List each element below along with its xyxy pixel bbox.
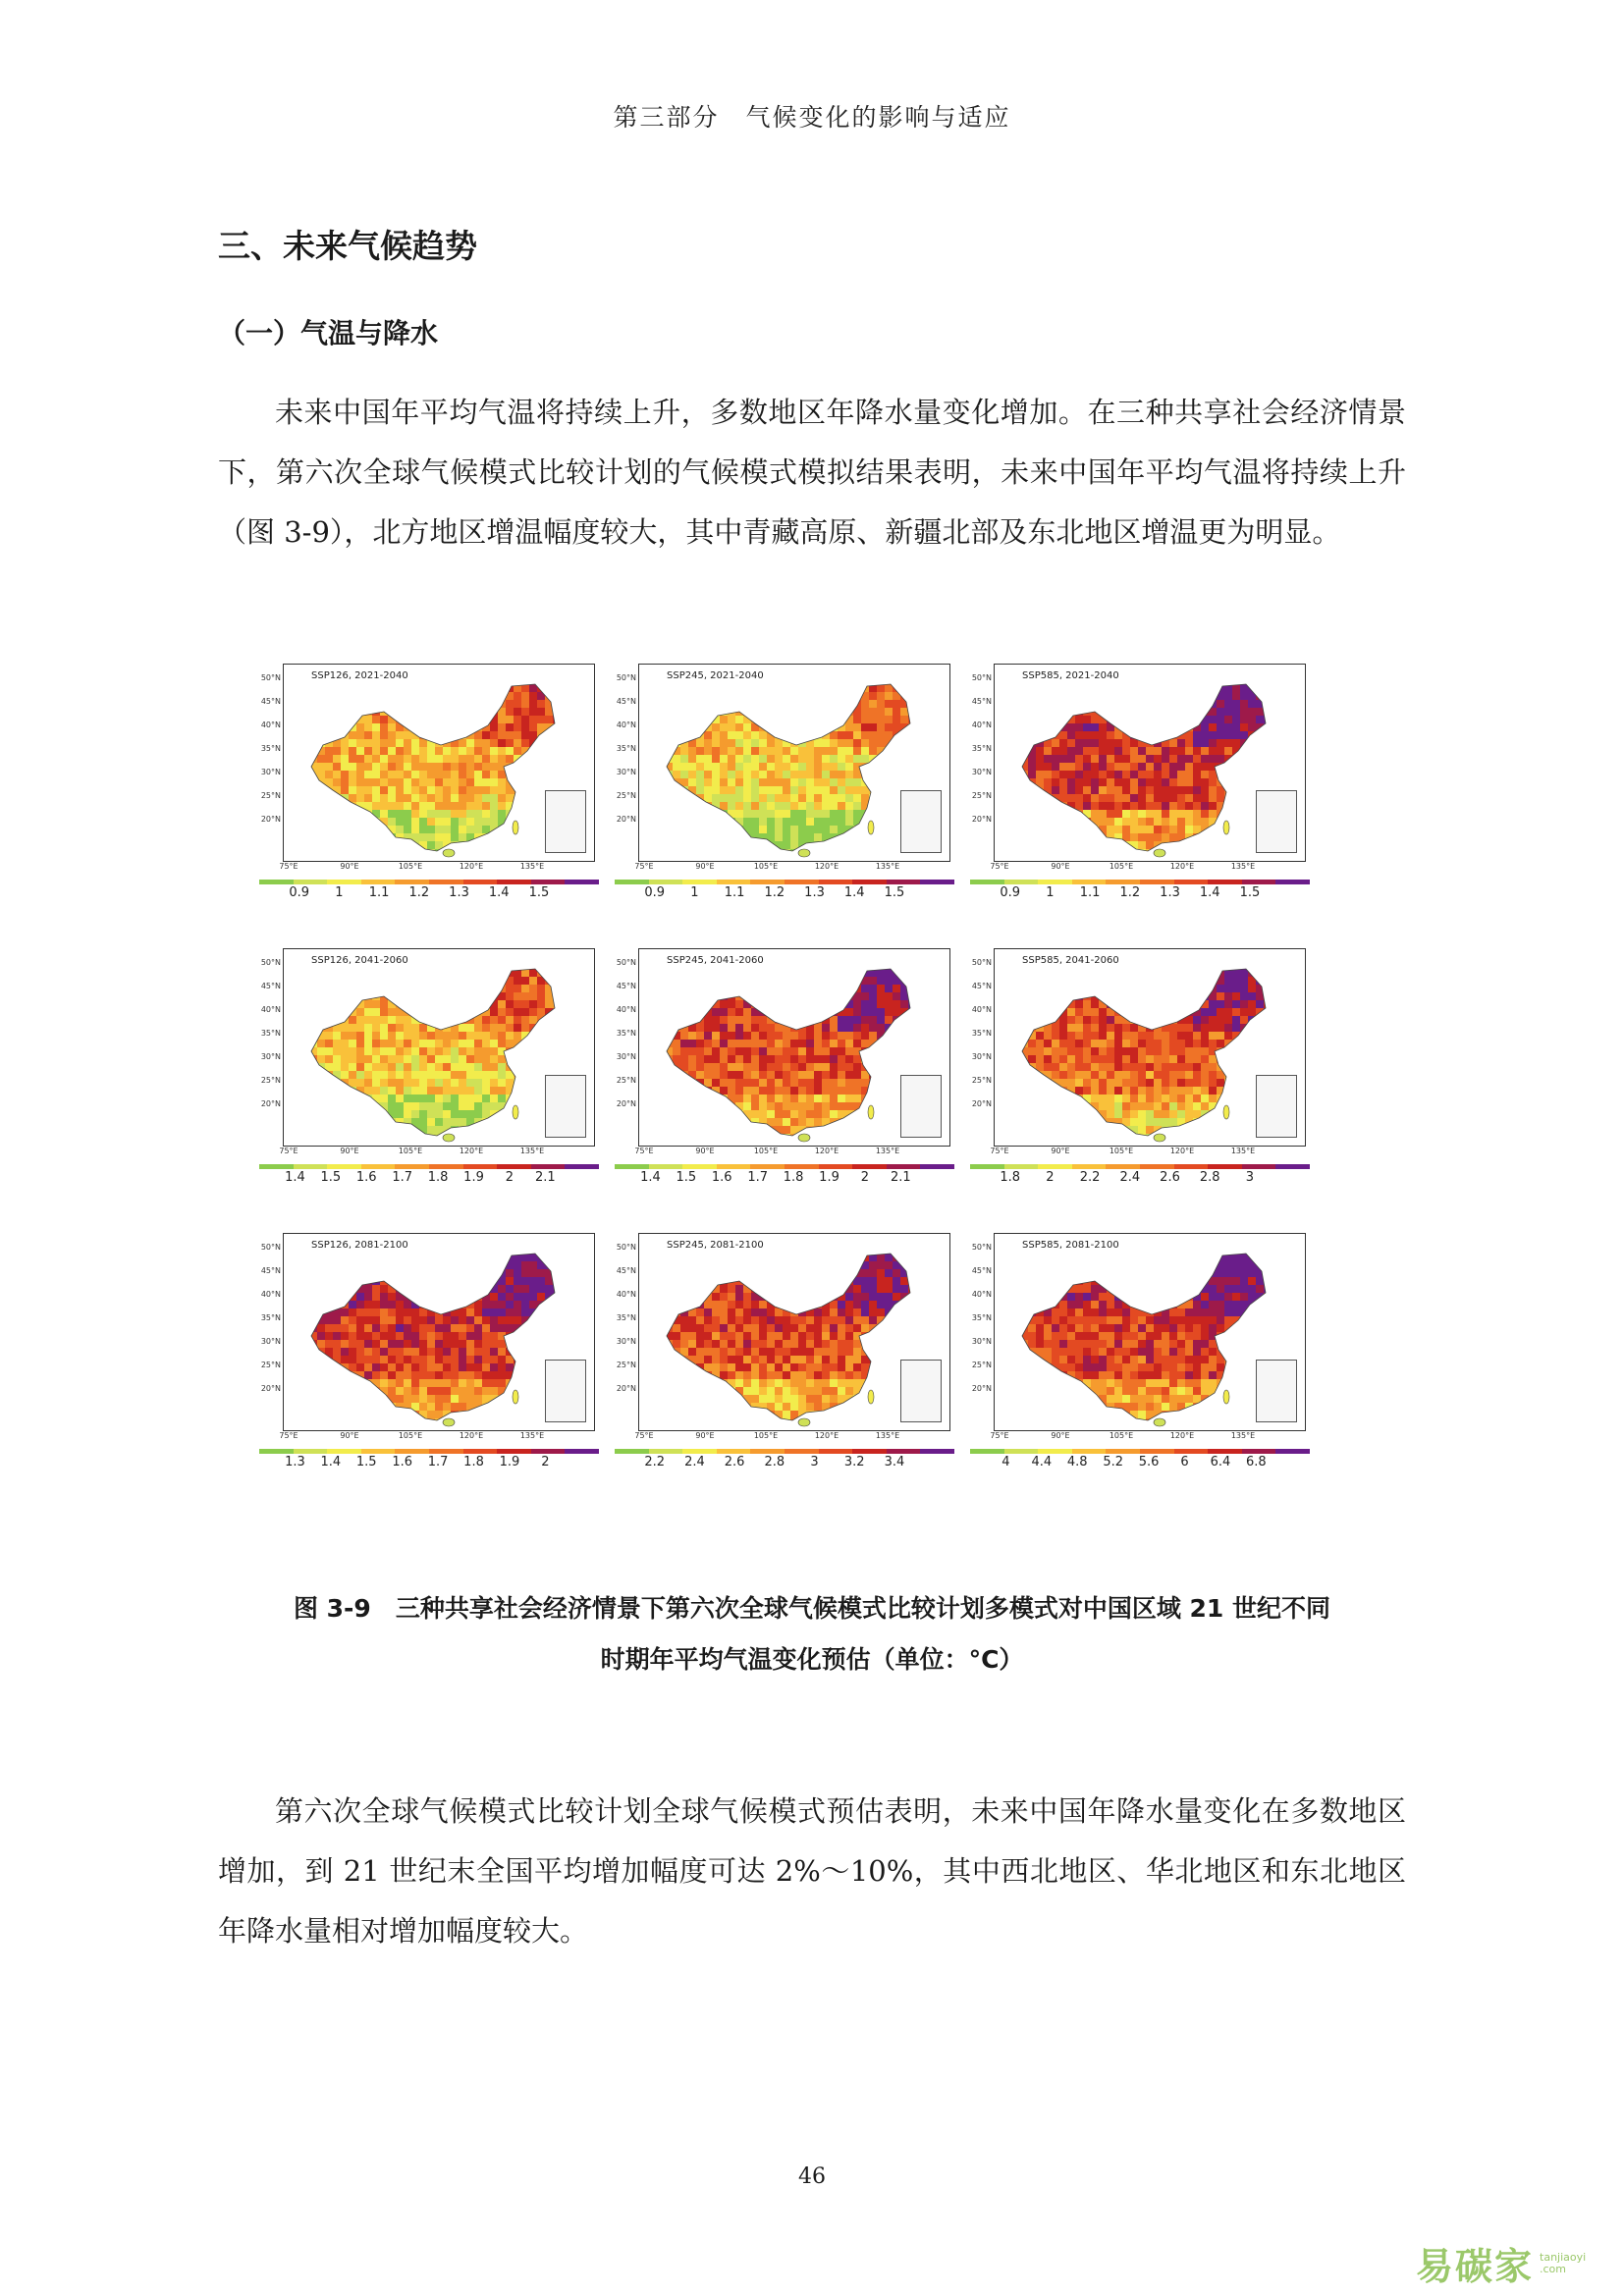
longitude-tick: 135°E: [519, 1431, 545, 1440]
scenario-label: SSP245, 2021-2040: [667, 670, 764, 681]
legend-tick-label: 2.6: [1160, 1170, 1180, 1185]
legend-tick-label: 2.1: [891, 1170, 911, 1185]
scenario-label: SSP126, 2041-2060: [311, 955, 408, 966]
south-china-sea-inset: [1256, 1075, 1297, 1138]
legend-tick-label: 1.4: [1199, 885, 1220, 900]
legend-tick-label: 1.5: [676, 1170, 697, 1185]
latitude-tick: 30°N: [616, 1337, 636, 1346]
latitude-tick: 45°N: [971, 982, 992, 990]
latitude-tick: 25°N: [616, 1361, 636, 1369]
map-panel: [615, 660, 954, 901]
longitude-tick: 120°E: [459, 1431, 484, 1440]
legend-tick-label: 1.7: [747, 1170, 769, 1185]
legend-tick-label: 2.1: [535, 1170, 556, 1185]
legend-color-bar: [970, 880, 1310, 884]
latitude-tick: 40°N: [616, 1005, 636, 1014]
longitude-tick: 90°E: [1051, 862, 1070, 871]
map-panel: [259, 944, 599, 1186]
south-china-sea-inset: [900, 1075, 942, 1138]
latitude-tick: 40°N: [616, 1290, 636, 1299]
map-panel: [259, 660, 599, 901]
legend-tick-label: 1.5: [320, 1170, 342, 1185]
map-panel: [259, 1229, 599, 1470]
page-number: 46: [798, 2164, 826, 2189]
legend-tick-label: 0.9: [1000, 885, 1021, 900]
watermark-domain: tanjiaoyi .com: [1540, 2250, 1587, 2275]
longitude-tick: 105°E: [753, 1147, 779, 1155]
caption-line-2: 时期年平均气温变化预估（单位：°C）: [600, 1645, 1024, 1674]
legend-color-bar: [615, 1164, 954, 1169]
longitude-tick: 120°E: [814, 862, 839, 871]
latitude-tick: 25°N: [260, 1361, 281, 1369]
latitude-tick: 50°N: [971, 673, 992, 682]
paragraph-precipitation: 第六次全球气候模式比较计划全球气候模式预估表明，未来中国年降水量变化在多数地区增加，到 21 世纪末全国平均增加幅度可达 2%～10%，其中西北地区、华北地区和东北地区年降水量相对增加幅度较大。: [218, 1794, 1406, 1948]
caption-line-1: 图 3-9 三种共享社会经济情景下第六次全球气候模式比较计划多模式对中国区域 21 世纪不同: [293, 1594, 1331, 1623]
latitude-tick: 25°N: [616, 1076, 636, 1085]
legend-tick-label: 2.4: [684, 1455, 705, 1469]
longitude-tick: 120°E: [814, 1147, 839, 1155]
latitude-tick: 30°N: [260, 1337, 281, 1346]
latitude-tick: 30°N: [971, 768, 992, 776]
color-legend: [259, 1449, 599, 1474]
legend-tick-label: 1.7: [427, 1455, 449, 1469]
latitude-tick: 35°N: [971, 1313, 992, 1322]
longitude-tick: 90°E: [340, 1147, 359, 1155]
latitude-tick: 45°N: [971, 697, 992, 706]
longitude-tick: 75°E: [279, 1147, 298, 1155]
map-frame: [994, 1233, 1306, 1431]
legend-tick-label: 1.6: [711, 1170, 732, 1185]
longitude-tick: 90°E: [695, 862, 715, 871]
color-legend: [970, 1449, 1310, 1474]
longitude-tick: 105°E: [398, 1147, 423, 1155]
watermark-logo: [1416, 2236, 1586, 2290]
legend-tick-label: 3.4: [884, 1455, 905, 1469]
latitude-tick: 20°N: [260, 815, 281, 824]
latitude-tick: 30°N: [616, 768, 636, 776]
latitude-tick: 25°N: [616, 791, 636, 800]
latitude-tick: 45°N: [260, 697, 281, 706]
longitude-tick: 120°E: [459, 1147, 484, 1155]
longitude-tick: 75°E: [279, 1431, 298, 1440]
latitude-tick: 20°N: [260, 1384, 281, 1393]
legend-tick-label: 6.4: [1210, 1455, 1231, 1469]
legend-tick-label: 3.2: [843, 1455, 865, 1469]
map-frame: [994, 664, 1306, 862]
legend-tick-label: 1.8: [783, 1170, 804, 1185]
map-panel: [615, 1229, 954, 1470]
latitude-tick: 20°N: [616, 815, 636, 824]
map-panel: [970, 1229, 1310, 1470]
legend-tick-label: 1.3: [804, 885, 825, 900]
longitude-tick: 90°E: [695, 1147, 715, 1155]
legend-tick-label: 1.5: [1239, 885, 1261, 900]
longitude-tick: 75°E: [634, 1147, 654, 1155]
longitude-tick: 120°E: [1169, 1431, 1195, 1440]
map-frame: [994, 948, 1306, 1147]
legend-tick-label: 1.2: [764, 885, 785, 900]
scenario-label: SSP245, 2081-2100: [667, 1240, 764, 1251]
latitude-tick: 50°N: [616, 673, 636, 682]
legend-tick-label: 1.6: [355, 1170, 377, 1185]
latitude-tick: 45°N: [616, 1266, 636, 1275]
latitude-tick: 20°N: [971, 815, 992, 824]
latitude-tick: 20°N: [260, 1099, 281, 1108]
longitude-tick: 135°E: [1230, 862, 1256, 871]
south-china-sea-inset: [545, 1075, 586, 1138]
legend-tick-label: 0.9: [644, 885, 666, 900]
latitude-tick: 50°N: [616, 958, 636, 967]
longitude-tick: 90°E: [695, 1431, 715, 1440]
color-legend: [970, 880, 1310, 905]
color-legend: [615, 1164, 954, 1190]
map-panel: [970, 944, 1310, 1186]
legend-tick-label: 2: [541, 1455, 550, 1469]
latitude-tick: 40°N: [971, 1005, 992, 1014]
latitude-tick: 50°N: [260, 1243, 281, 1252]
map-frame: [283, 1233, 595, 1431]
latitude-tick: 25°N: [971, 1076, 992, 1085]
legend-color-bar: [259, 880, 599, 884]
longitude-tick: 75°E: [990, 862, 1009, 871]
latitude-tick: 35°N: [616, 1029, 636, 1038]
legend-tick-label: 1.3: [449, 885, 469, 900]
legend-tick-label: 4.8: [1066, 1455, 1088, 1469]
latitude-tick: 45°N: [616, 982, 636, 990]
legend-tick-label: 1.6: [392, 1455, 413, 1469]
legend-tick-label: 1.4: [320, 1455, 342, 1469]
legend-tick-label: 1.5: [528, 885, 550, 900]
legend-tick-label: 2.2: [644, 1455, 666, 1469]
longitude-tick: 75°E: [634, 862, 654, 871]
south-china-sea-inset: [545, 1360, 586, 1422]
legend-tick-label: 1.7: [392, 1170, 413, 1185]
legend-tick-label: 1.1: [1079, 885, 1101, 900]
latitude-tick: 40°N: [260, 1290, 281, 1299]
latitude-tick: 35°N: [971, 744, 992, 753]
legend-tick-label: 1.4: [640, 1170, 661, 1185]
legend-tick-label: 1.9: [499, 1455, 520, 1469]
longitude-tick: 90°E: [340, 862, 359, 871]
legend-tick-label: 1.1: [368, 885, 390, 900]
legend-tick-label: 1: [1046, 885, 1055, 900]
legend-color-bar: [615, 1449, 954, 1454]
longitude-tick: 90°E: [1051, 1431, 1070, 1440]
latitude-tick: 35°N: [616, 744, 636, 753]
scenario-label: SSP245, 2041-2060: [667, 955, 764, 966]
longitude-tick: 105°E: [1109, 1431, 1134, 1440]
longitude-tick: 120°E: [1169, 862, 1195, 871]
legend-tick-label: 1.4: [843, 885, 865, 900]
map-frame: [283, 664, 595, 862]
latitude-tick: 35°N: [616, 1313, 636, 1322]
legend-tick-label: 6.8: [1246, 1455, 1267, 1469]
map-frame: [638, 664, 950, 862]
legend-tick-label: 1.3: [285, 1455, 305, 1469]
paragraph-temperature: 未来中国年平均气温将持续上升，多数地区年降水量变化增加。在三种共享社会经济情景下，第六次全球气候模式比较计划的气候模式模拟结果表明，未来中国年平均气温将持续上升（图 3-9），北方地区增温幅度较大，其中青藏高原、新疆北部及东北地区增温更为明显。: [218, 396, 1406, 549]
legend-tick-label: 5.6: [1138, 1455, 1160, 1469]
longitude-tick: 105°E: [398, 1431, 423, 1440]
legend-tick-label: 6: [1180, 1455, 1189, 1469]
legend-tick-label: 2.8: [1199, 1170, 1220, 1185]
longitude-tick: 135°E: [519, 1147, 545, 1155]
legend-tick-label: 1.9: [463, 1170, 484, 1185]
map-frame: [638, 1233, 950, 1431]
longitude-tick: 135°E: [1230, 1147, 1256, 1155]
map-frame: [638, 948, 950, 1147]
latitude-tick: 25°N: [260, 1076, 281, 1085]
legend-tick-label: 1.8: [427, 1170, 449, 1185]
scenario-label: SSP585, 2041-2060: [1022, 955, 1119, 966]
longitude-tick: 75°E: [990, 1431, 1009, 1440]
legend-color-bar: [970, 1164, 1310, 1169]
legend-color-bar: [615, 880, 954, 884]
legend-tick-label: 2: [1046, 1170, 1055, 1185]
latitude-tick: 25°N: [260, 791, 281, 800]
latitude-tick: 30°N: [260, 768, 281, 776]
legend-tick-label: 2.2: [1079, 1170, 1101, 1185]
legend-tick-label: 1.1: [724, 885, 745, 900]
latitude-tick: 30°N: [260, 1052, 281, 1061]
longitude-tick: 120°E: [459, 862, 484, 871]
latitude-tick: 40°N: [260, 1005, 281, 1014]
map-frame: [283, 948, 595, 1147]
latitude-tick: 20°N: [616, 1384, 636, 1393]
legend-tick-label: 1.3: [1160, 885, 1180, 900]
latitude-tick: 30°N: [971, 1052, 992, 1061]
latitude-tick: 50°N: [971, 958, 992, 967]
legend-tick-label: 2.6: [724, 1455, 745, 1469]
longitude-tick: 105°E: [753, 862, 779, 871]
longitude-tick: 105°E: [1109, 1147, 1134, 1155]
longitude-tick: 135°E: [875, 1147, 900, 1155]
longitude-tick: 75°E: [634, 1431, 654, 1440]
latitude-tick: 45°N: [616, 697, 636, 706]
legend-tick-label: 4.4: [1031, 1455, 1053, 1469]
legend-tick-label: 1.8: [463, 1455, 484, 1469]
legend-tick-label: 1.4: [488, 885, 510, 900]
legend-tick-label: 2: [505, 1170, 514, 1185]
legend-tick-label: 0.9: [289, 885, 310, 900]
legend-tick-label: 1.5: [355, 1455, 377, 1469]
latitude-tick: 20°N: [971, 1099, 992, 1108]
south-china-sea-inset: [1256, 790, 1297, 853]
longitude-tick: 135°E: [875, 862, 900, 871]
map-panel: [970, 660, 1310, 901]
legend-color-bar: [259, 1164, 599, 1169]
scenario-label: SSP585, 2021-2040: [1022, 670, 1119, 681]
legend-tick-label: 2: [860, 1170, 870, 1185]
longitude-tick: 105°E: [753, 1431, 779, 1440]
latitude-tick: 40°N: [971, 1290, 992, 1299]
legend-tick-label: 4: [1001, 1455, 1010, 1469]
longitude-tick: 135°E: [1230, 1431, 1256, 1440]
latitude-tick: 35°N: [260, 1029, 281, 1038]
south-china-sea-inset: [1256, 1360, 1297, 1422]
running-header: 第三部分 气候变化的影响与适应: [613, 103, 1011, 132]
scenario-label: SSP126, 2081-2100: [311, 1240, 408, 1251]
latitude-tick: 40°N: [260, 721, 281, 729]
longitude-tick: 120°E: [814, 1431, 839, 1440]
latitude-tick: 25°N: [971, 1361, 992, 1369]
watermark-text: 易碳家: [1416, 2245, 1535, 2288]
south-china-sea-inset: [900, 790, 942, 853]
longitude-tick: 120°E: [1169, 1147, 1195, 1155]
color-legend: [615, 880, 954, 905]
latitude-tick: 35°N: [971, 1029, 992, 1038]
latitude-tick: 35°N: [260, 744, 281, 753]
latitude-tick: 45°N: [971, 1266, 992, 1275]
south-china-sea-inset: [545, 790, 586, 853]
figure-caption: [218, 1583, 1406, 1685]
figure-3-9-map-grid: [259, 660, 1310, 1514]
map-panel: [615, 944, 954, 1186]
legend-tick-label: 1: [335, 885, 344, 900]
longitude-tick: 75°E: [990, 1147, 1009, 1155]
legend-color-bar: [259, 1449, 599, 1454]
latitude-tick: 20°N: [616, 1099, 636, 1108]
south-china-sea-inset: [900, 1360, 942, 1422]
legend-tick-label: 1.5: [884, 885, 905, 900]
longitude-tick: 90°E: [1051, 1147, 1070, 1155]
scenario-label: SSP126, 2021-2040: [311, 670, 408, 681]
latitude-tick: 40°N: [616, 721, 636, 729]
legend-tick-label: 3: [810, 1455, 819, 1469]
color-legend: [615, 1449, 954, 1474]
legend-tick-label: 5.2: [1103, 1455, 1124, 1469]
legend-tick-label: 1.4: [285, 1170, 305, 1185]
scenario-label: SSP585, 2081-2100: [1022, 1240, 1119, 1251]
latitude-tick: 50°N: [260, 958, 281, 967]
longitude-tick: 135°E: [519, 862, 545, 871]
sub-title: （一）气温与降水: [218, 317, 439, 349]
legend-tick-label: 1.8: [1000, 1170, 1021, 1185]
color-legend: [259, 880, 599, 905]
longitude-tick: 135°E: [875, 1431, 900, 1440]
latitude-tick: 30°N: [616, 1052, 636, 1061]
latitude-tick: 45°N: [260, 1266, 281, 1275]
longitude-tick: 105°E: [398, 862, 423, 871]
latitude-tick: 35°N: [260, 1313, 281, 1322]
latitude-tick: 45°N: [260, 982, 281, 990]
color-legend: [970, 1164, 1310, 1190]
latitude-tick: 40°N: [971, 721, 992, 729]
legend-tick-label: 2.8: [764, 1455, 785, 1469]
latitude-tick: 50°N: [260, 673, 281, 682]
latitude-tick: 50°N: [971, 1243, 992, 1252]
longitude-tick: 75°E: [279, 862, 298, 871]
legend-tick-label: 3: [1245, 1170, 1255, 1185]
color-legend: [259, 1164, 599, 1190]
latitude-tick: 50°N: [616, 1243, 636, 1252]
section-title: 三、未来气候趋势: [218, 227, 477, 265]
legend-tick-label: 1: [690, 885, 699, 900]
legend-tick-label: 1.2: [408, 885, 430, 900]
latitude-tick: 20°N: [971, 1384, 992, 1393]
legend-color-bar: [970, 1449, 1310, 1454]
legend-tick-label: 1.9: [819, 1170, 839, 1185]
longitude-tick: 90°E: [340, 1431, 359, 1440]
longitude-tick: 105°E: [1109, 862, 1134, 871]
legend-tick-label: 2.4: [1119, 1170, 1141, 1185]
latitude-tick: 30°N: [971, 1337, 992, 1346]
latitude-tick: 25°N: [971, 791, 992, 800]
legend-tick-label: 1.2: [1119, 885, 1141, 900]
